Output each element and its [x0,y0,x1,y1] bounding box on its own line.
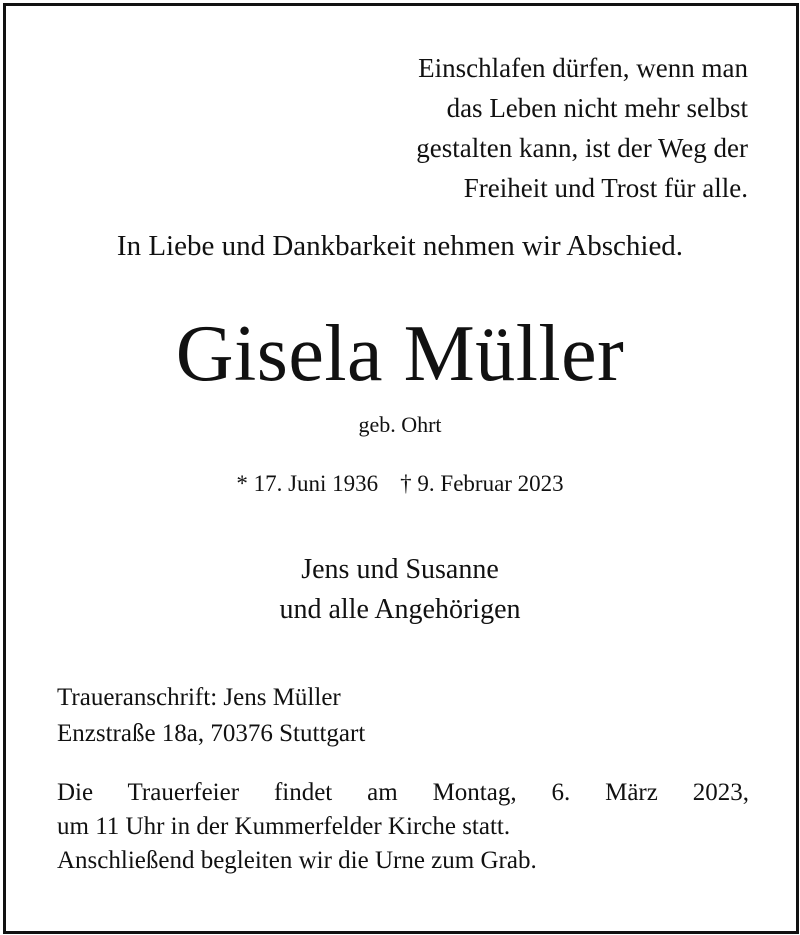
birth-name: geb. Ohrt [358,412,442,437]
address-line: Traueranschrift: Jens Müller [57,684,341,711]
ceremony-line: Anschließend begleiten wir die Urne zum Grab. [57,847,537,874]
ceremony-notice [57,776,749,878]
death-date: † 9. Februar 2023 [400,471,564,496]
deceased-name: Gisela Müller [175,310,625,398]
poem-line: Freiheit und Trost für alle. [463,173,748,203]
ceremony-line: um 11 Uhr in der Kummerfelder Kirche statt. [57,813,511,840]
mourners-line: Jens und Susanne [301,554,499,585]
poem-line: Einschlafen dürfen, wenn man [418,53,748,83]
poem-line: das Leben nicht mehr selbst [446,93,748,123]
poem-quote [416,48,748,208]
life-dates [0,468,800,500]
address-line: Enzstraße 18a, 70376 Stuttgart [57,720,366,747]
ceremony-line: Die Trauerfeier findet am Montag, 6. März 2023, [57,779,749,806]
birth-date: * 17. Juni 1936 [236,471,379,496]
mourning-address [57,680,365,752]
mourners-line: und alle Angehörigen [279,594,521,625]
farewell-line: In Liebe und Dankbarkeit nehmen wir Abschied. [116,230,684,262]
mourners-block [0,550,800,630]
poem-line: gestalten kann, ist der Weg der [416,133,748,163]
